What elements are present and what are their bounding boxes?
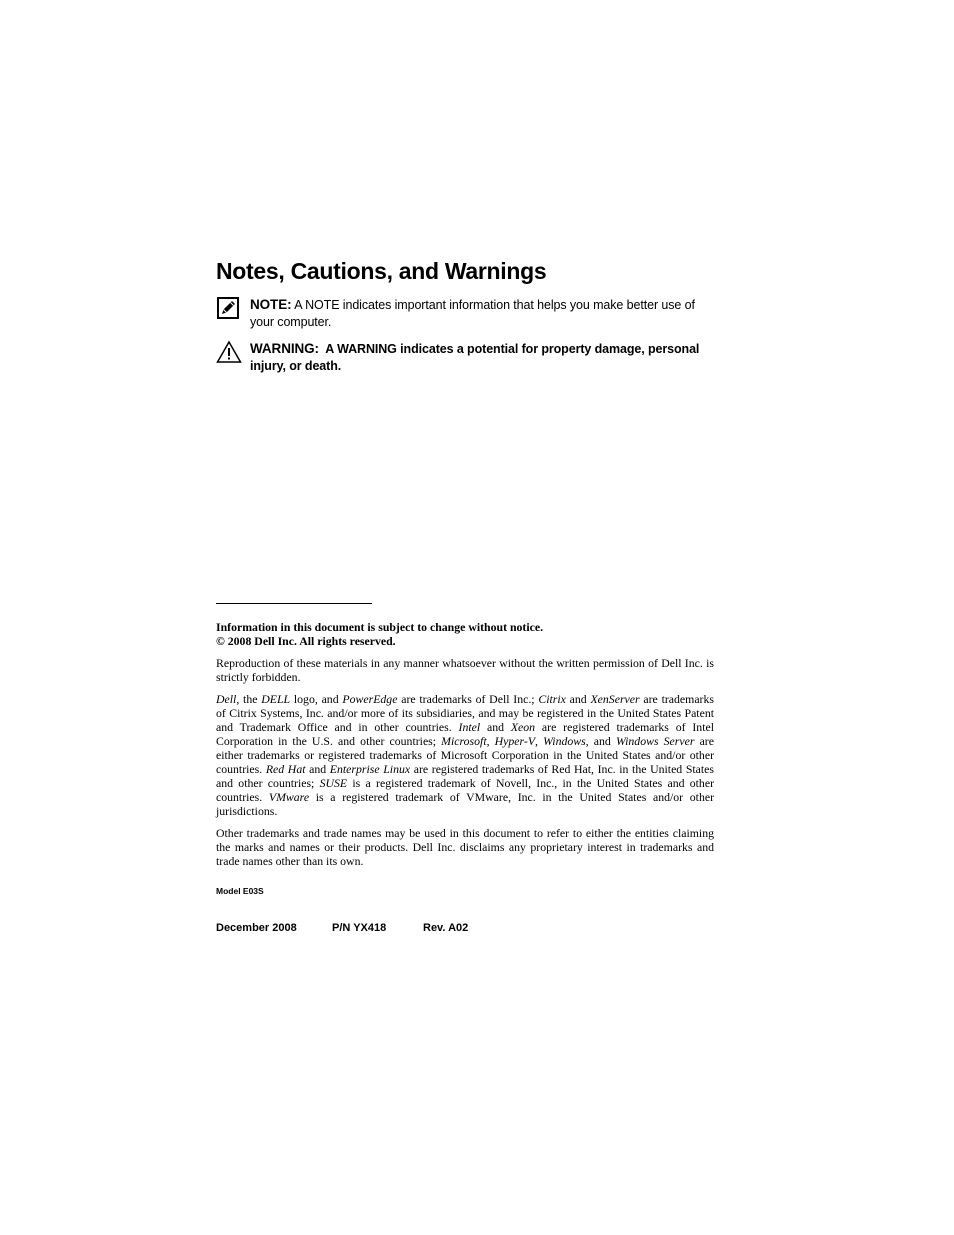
revision: Rev. A02	[423, 922, 469, 934]
trademark-term: VMware	[268, 790, 310, 804]
change-notice-line: Information in this document is subject to change without notice.	[216, 620, 544, 634]
reproduction-paragraph: Reproduction of these materials in any manner whatsoever without the written permission of Dell Inc. is strictly forbidden.	[216, 656, 714, 684]
trademark-term: Microsoft	[441, 734, 487, 748]
pencil-note-icon	[216, 296, 242, 322]
trademark-text: and	[565, 692, 591, 706]
trademark-term: XenServer	[590, 692, 640, 706]
trademark-term: Dell	[216, 692, 237, 706]
trademark-text: ,	[486, 734, 495, 748]
trademark-term: SUSE	[319, 776, 348, 790]
note-text: A NOTE indicates important information that helps you make better use of your computer.	[250, 298, 695, 329]
trademark-text: is a registered trademark of VMware, Inc. in the United States and/or other jurisdictions.	[216, 790, 715, 818]
trademark-text: and	[480, 720, 511, 734]
part-number: P/N YX418	[332, 922, 387, 934]
warning-text-block	[250, 340, 706, 375]
trademarks-paragraph	[216, 692, 714, 818]
trademark-text: are registered trademarks of Red Hat, Inc. in the United States and other countries;	[216, 762, 715, 790]
trademark-text: logo, and	[290, 692, 343, 706]
trademark-term: Hyper-V	[494, 734, 536, 748]
trademark-term: DELL	[261, 692, 291, 706]
trademark-text: and	[305, 762, 330, 776]
trademark-text: are trademarks of Citrix Systems, Inc. and/or more of its subsidiaries, and may be registered in the United States Patent and Trademark Office and in other countries.	[216, 692, 714, 734]
change-notice	[216, 620, 714, 648]
trademark-term: Intel	[458, 720, 481, 734]
trademark-term: Red Hat	[265, 762, 306, 776]
trademark-text: , the	[236, 692, 262, 706]
copyright-line: © 2008 Dell Inc. All rights reserved.	[216, 634, 396, 648]
warning-label: WARNING:	[250, 341, 319, 356]
trademark-term: PowerEdge	[342, 692, 398, 706]
note-label: NOTE:	[250, 297, 292, 312]
other-trademarks-paragraph: Other trademarks and trade names may be used in this document to refer to either the entities claiming the marks and names or their products. Dell Inc. disclaims any proprietary interest in trademarks and trade names other than its own.	[216, 826, 714, 868]
trademark-term: Enterprise Linux	[329, 762, 411, 776]
note-text-block	[250, 296, 706, 331]
model-number: Model E03S	[216, 886, 264, 896]
note-notice	[216, 296, 706, 331]
separator-rule	[216, 603, 372, 604]
legal-section	[216, 620, 714, 868]
warning-text: A WARNING indicates a potential for property damage, personal injury, or death.	[250, 342, 700, 373]
page-title: Notes, Cautions, and Warnings	[216, 258, 547, 284]
trademark-text: are either trademarks or registered trademarks of Microsoft Corporation in the United States and/or other countries.	[216, 734, 714, 776]
trademark-text: is a registered trademark of Novell, Inc., in the United States and other countries.	[216, 776, 714, 804]
trademark-term: Xeon	[510, 720, 536, 734]
publication-date: December 2008	[216, 922, 297, 934]
trademark-text: , and	[585, 734, 616, 748]
trademark-term: Windows	[543, 734, 586, 748]
trademark-text: are trademarks of Dell Inc.;	[397, 692, 539, 706]
trademark-term: Citrix	[538, 692, 566, 706]
trademark-text: ,	[535, 734, 544, 748]
warning-notice	[216, 340, 706, 375]
trademark-text: are registered trademarks of Intel Corporation in the U.S. and other countries;	[216, 720, 714, 748]
warning-triangle-icon	[216, 340, 242, 366]
trademark-term: Windows Server	[615, 734, 695, 748]
